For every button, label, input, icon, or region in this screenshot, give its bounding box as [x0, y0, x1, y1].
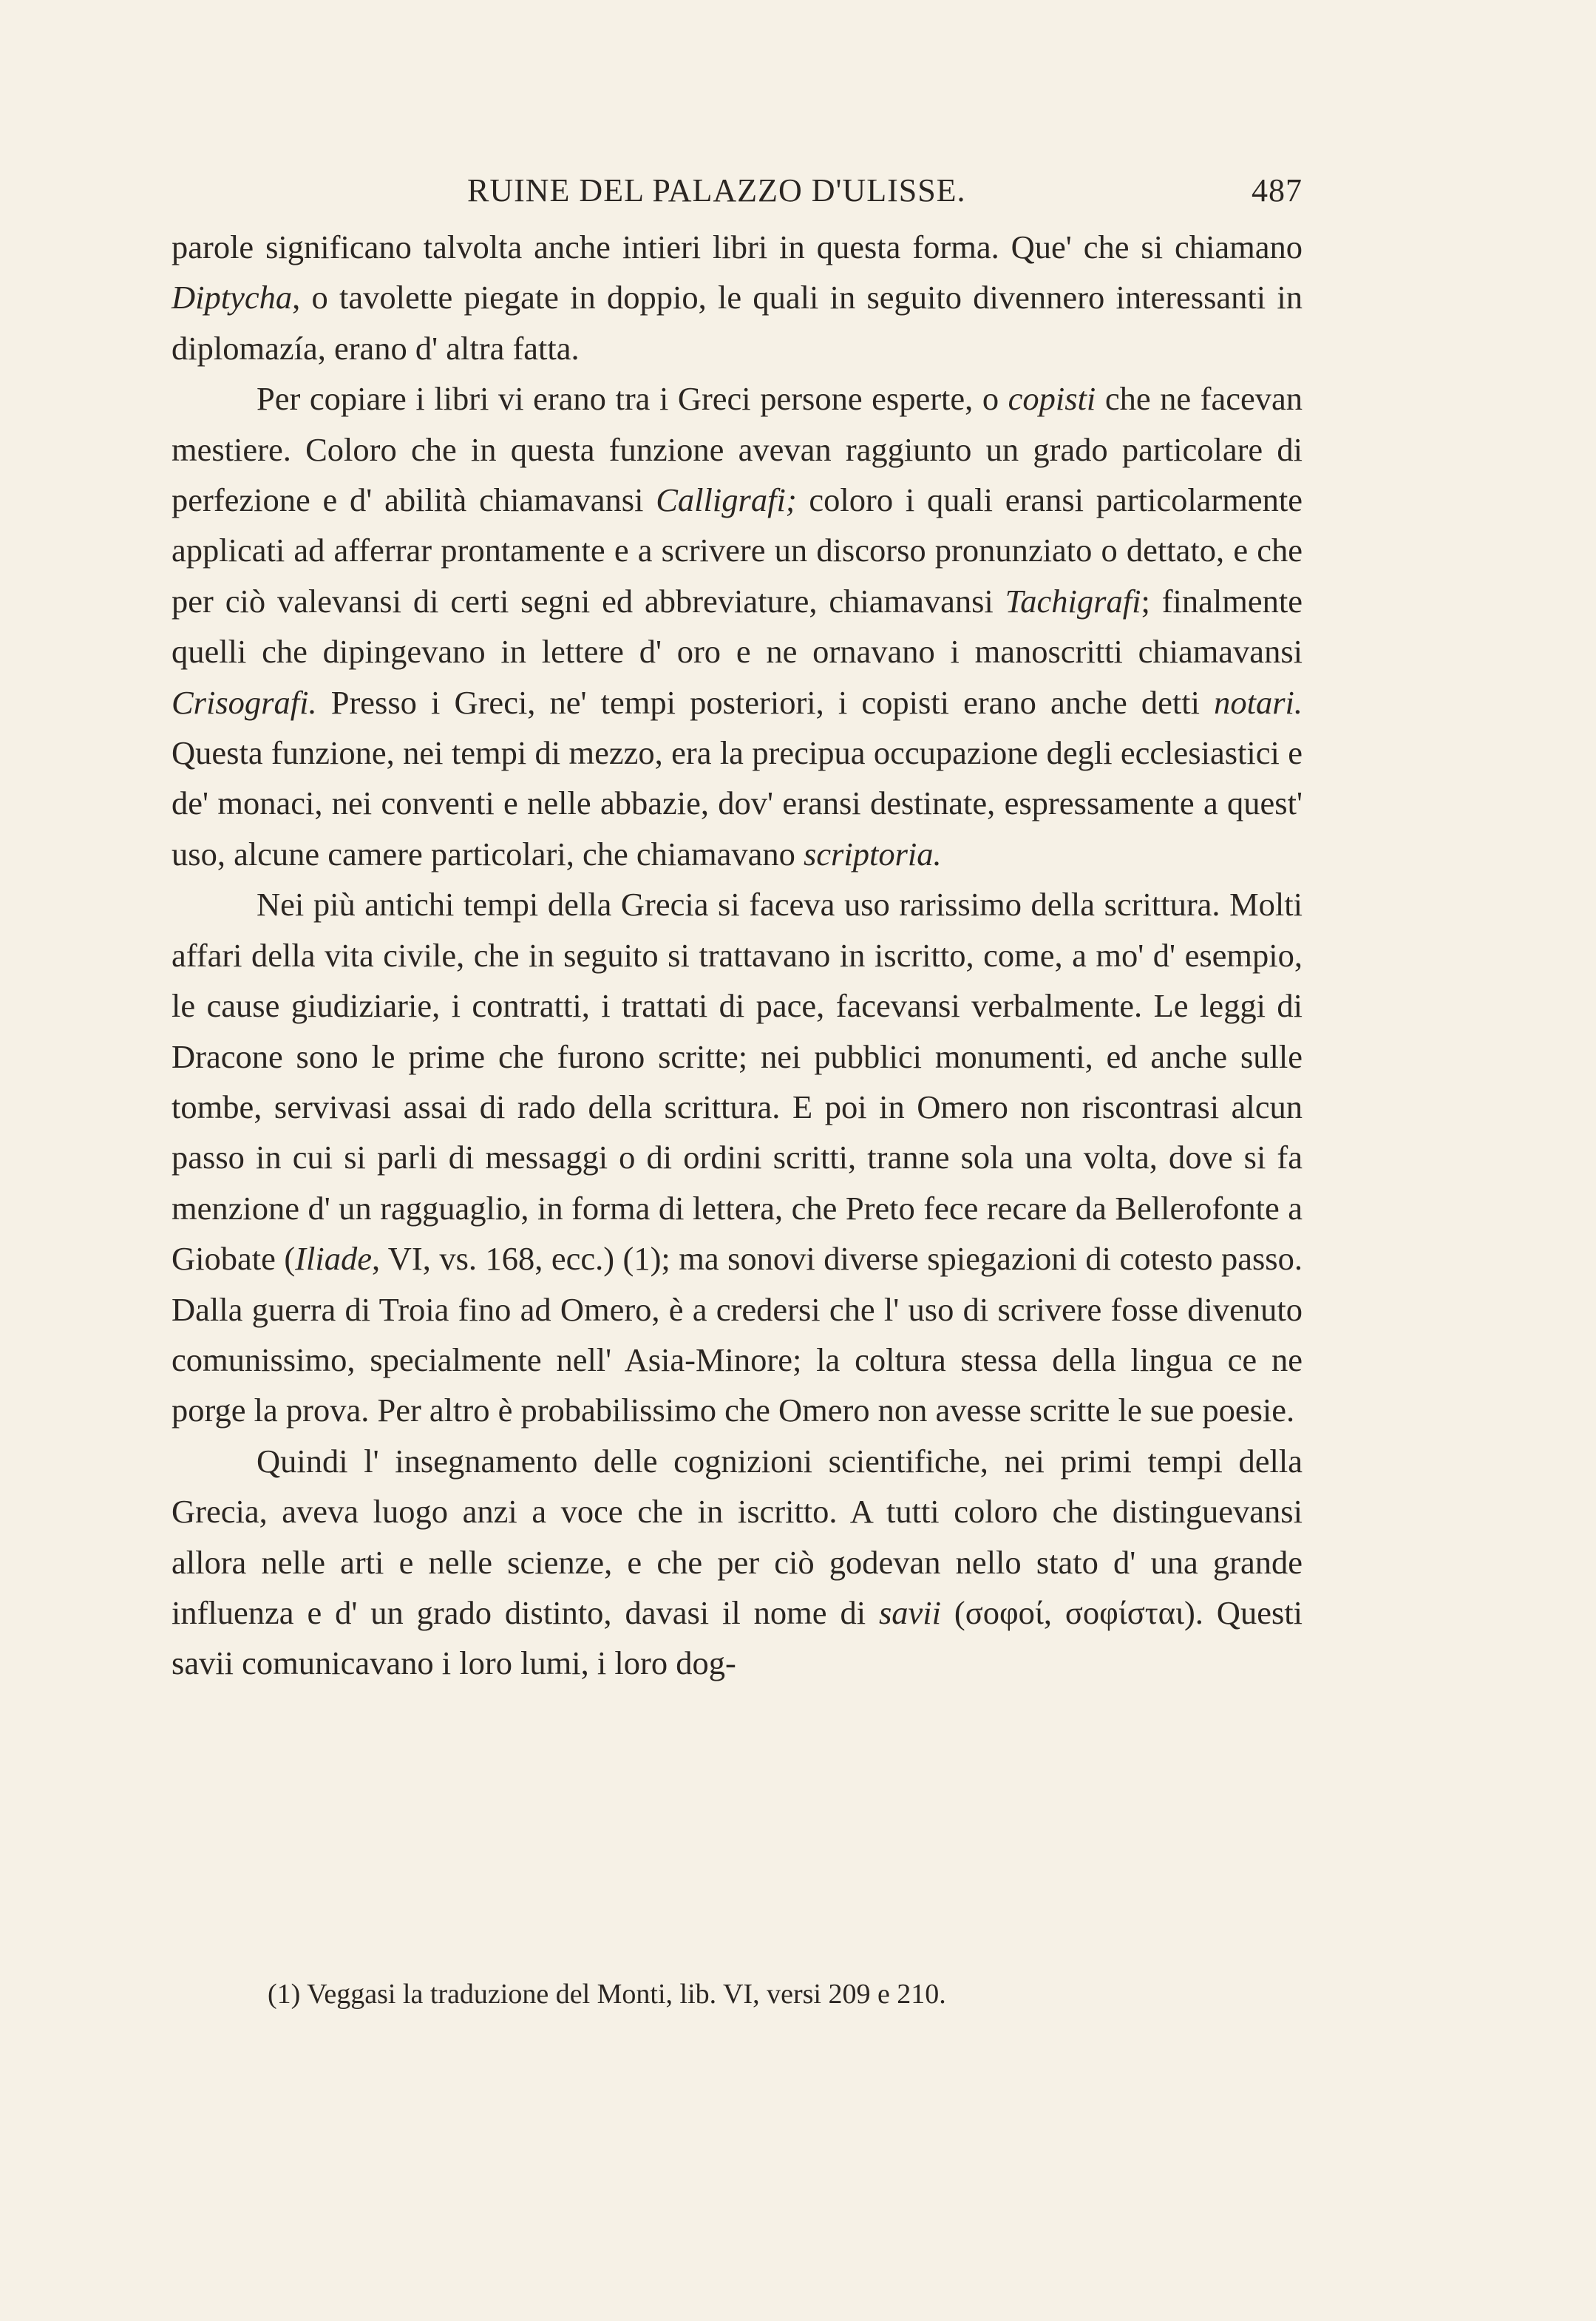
italic-term: Diptycha	[172, 279, 293, 316]
text-run: Quindi l' insegnamento delle cognizioni scientifiche, nei primi tempi della Grecia, aveva luogo anzi a voce che in iscritto. A tutti coloro che distinguevansi allora nelle arti e nelle scienze, e che per ciò godevan nello stato d' una grande influenza e d' un grado distinto, davasi il nome di	[172, 1442, 1303, 1631]
italic-term: scriptoria.	[803, 835, 942, 873]
paragraph-4	[172, 1436, 1303, 1689]
text-run: Per copiare i libri vi erano tra i Greci persone esperte, o	[257, 380, 1008, 418]
running-header	[172, 172, 1303, 216]
italic-term: Iliade	[295, 1240, 372, 1278]
italic-term: savii	[878, 1593, 942, 1631]
text-run: Nei più antichi tempi della Grecia si faceva uso rarissimo della scrittura. Molti affari della vita civile, che in seguito si trattavano in iscritto, come, a mo' d' esempio, le cause giudiziarie, i contratti, i trattati di pace, facevansi verbalmente. Le leggi di Dracone sono le prime che furono scritte; nei pubblici monumenti, ed anche sulle tombe, servivasi assai di rado della scrittura. E poi in Omero non riscontrasi alcun passo in cui si parli di messaggi o di ordini scritti, tranne sola una volta, dove si fa menzione d' un ragguaglio, in forma di lettera, che Preto fece recare da Bellerofonte a Giobate (	[172, 886, 1303, 1278]
italic-term: copisti	[1008, 380, 1096, 418]
text-run: che ne facevan mestiere. Coloro che in questa funzione avevan raggiunto un grado particolare di perfezione e d' abilità chiamavansi	[172, 380, 1303, 519]
text-run: , o tavolette piegate in doppio, le quali in seguito divennero interessanti in diplomazía, erano d' altra fatta.	[172, 279, 1303, 367]
text-run: (σοφοί, σοφίσται). Questi savii comunicavano i loro lumi, i loro dog-	[172, 1593, 1303, 1682]
running-title: RUINE DEL PALAZZO D'ULISSE.	[467, 172, 966, 209]
text-run: , VI, vs. 168, ecc.) (1); ma sonovi diverse spiegazioni di cotesto passo. Dalla guerra di Troia fino ad Omero, è a credersi che l' uso di scrivere fosse divenuto comunissimo, specialmente nell' Asia-Minore; la coltura stessa della lingua ce ne porge la prova. Per altro è probabilissimo che Omero non avesse scritte le sue poesie.	[172, 1240, 1303, 1429]
italic-term: Crisografi.	[172, 683, 317, 721]
paragraph-1	[172, 222, 1303, 373]
italic-term: notari.	[1214, 683, 1303, 721]
body-text	[172, 222, 1303, 1689]
page-number: 487	[1252, 172, 1303, 209]
text-run: parole significano talvolta anche intieri libri in questa forma. Que' che si chiamano	[172, 228, 1303, 265]
paragraph-3	[172, 879, 1303, 1435]
italic-term: Tachigrafi	[1005, 582, 1141, 620]
paragraph-2	[172, 373, 1303, 879]
text-run: ; finalmente quelli che dipingevano in lettere d' oro e ne ornavano i manoscritti chiamavansi	[172, 582, 1303, 671]
text-run: Presso i Greci, ne' tempi posteriori, i copisti erano anche detti	[316, 683, 1215, 721]
italic-term: Calligrafi;	[656, 481, 797, 519]
footnote: (1) Veggasi la traduzione del Monti, lib. VI, versi 209 e 210.	[268, 1979, 946, 2010]
text-run: coloro i quali eransi particolarmente applicati ad afferrar prontamente e a scrivere un discorso pronunziato o dettato, e che per ciò valevansi di certi segni ed abbreviature, chiamavansi	[172, 481, 1303, 620]
text-run: Questa funzione, nei tempi di mezzo, era la precipua occupazione degli ecclesiastici e de' monaci, nei conventi e nelle abbazie, dov' eransi destinate, espressamente a quest' uso, alcune camere particolari, che chiamavano	[172, 734, 1303, 873]
